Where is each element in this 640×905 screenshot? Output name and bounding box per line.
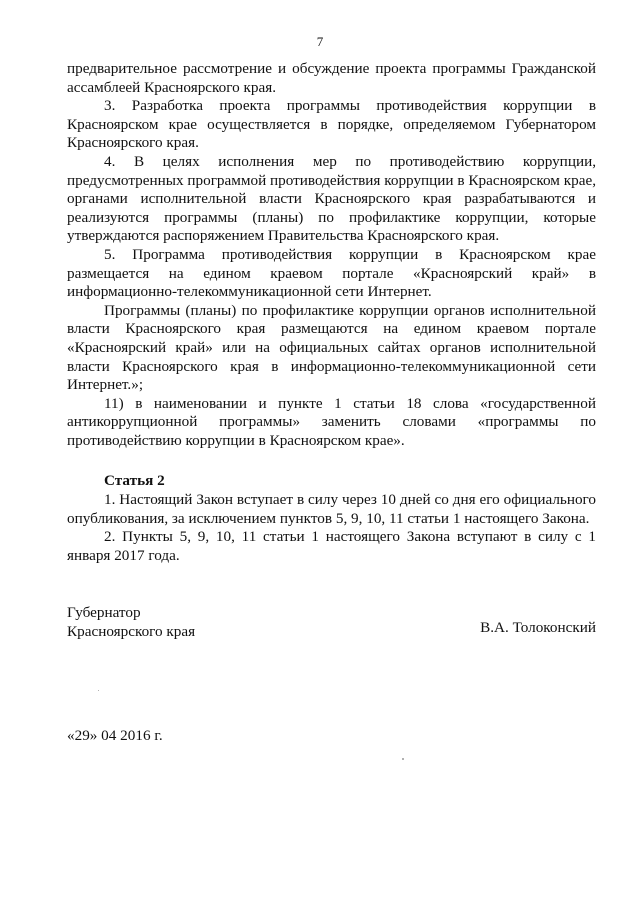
article-2-paragraph-2: 2. Пункты 5, 9, 10, 11 статьи 1 настоящего Закона вступают в силу с 1 января 2017 года. — [67, 528, 596, 564]
paragraph-item-4: 4. В целях исполнения мер по противодействию коррупции, предусмотренных программой противодействия коррупции в Красноярском крае, органами исполнительной власти Красноярского края разрабатываются и реализуются программы (планы) по профилактике коррупции, которые утверждаются распоряжением Правительства Красноярского края. — [67, 152, 596, 245]
article-2-heading: Статья 2 — [104, 472, 165, 490]
paragraph-item-3: 3. Разработка проекта программы противодействия коррупции в Красноярском крае осуществляется в порядке, определяемом Губернатором Красноярского края. — [67, 97, 596, 152]
signature-title-line-2: Красноярского края — [67, 623, 196, 640]
paragraph-continuation: предварительное рассмотрение и обсуждение проекта программы Гражданской ассамблеей Красноярского края. — [67, 60, 596, 96]
paragraph-programs-plans: Программы (планы) по профилактике коррупции органов исполнительной власти Красноярского края размещаются на едином краевом портале «Красноярский край» или на официальных сайтах органов исполнительной власти Красноярского края в информационно-телекоммуникационной сети Интернет.»; — [67, 301, 596, 394]
scan-speck — [402, 758, 404, 760]
document-body — [67, 60, 596, 565]
paragraph-item-5: 5. Программа противодействия коррупции в Красноярском крае размещается на едином краевом портале «Красноярский край» в информационно-телекоммуникационной сети Интернет. — [67, 245, 596, 301]
article-2-paragraph-1: 1. Настоящий Закон вступает в силу через 10 дней со дня его официального опубликования, за исключением пунктов 5, 9, 10, 11 статьи 1 настоящего Закона. — [67, 491, 596, 527]
signing-date: «29» 04 2016 г. — [67, 727, 163, 744]
signature-title-line-1: Губернатор — [67, 604, 141, 621]
signature-name: В.А. Толоконский — [480, 619, 596, 636]
signature-title — [67, 603, 195, 641]
scan-speck — [98, 690, 99, 691]
page-number: 7 — [316, 34, 324, 49]
paragraph-item-11: 11) в наименовании и пункте 1 статьи 18 слова «государственной антикоррупционной программы» заменить словами «программы по противодействию коррупции в Красноярском крае». — [67, 394, 596, 449]
